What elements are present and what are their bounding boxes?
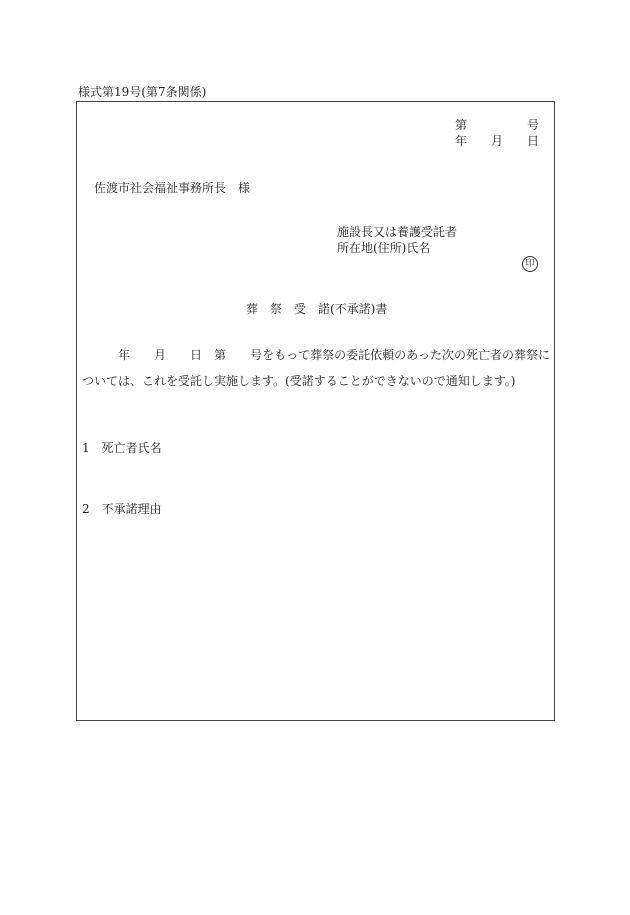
body-line-2: ついては、これを受託し実施します。(受諾することができないので通知します。) xyxy=(82,374,516,388)
sender-address-name: 所在地(住所)氏名 xyxy=(337,241,431,255)
item-refusal-reason xyxy=(82,502,162,516)
body-month: 月 xyxy=(154,348,167,362)
body-line-1-text: 号をもって葬祭の委託依頼のあった次の死亡者の葬祭に xyxy=(250,348,550,362)
body-number-prefix: 第 xyxy=(214,348,227,362)
doc-number-suffix: 号 xyxy=(526,118,539,132)
item-label: 死亡者氏名 xyxy=(101,441,162,455)
date-year: 年 xyxy=(455,134,468,148)
sender-title: 施設長又は養護受託者 xyxy=(337,225,458,239)
form-label: 様式第19号(第7条関係) xyxy=(78,85,207,99)
body-day: 日 xyxy=(190,348,203,362)
item-deceased-name xyxy=(82,441,162,455)
date-line xyxy=(455,134,539,148)
date-month: 月 xyxy=(490,134,503,148)
addressee: 佐渡市社会福祉事務所長 様 xyxy=(94,181,251,195)
document-title: 葬 祭 受 諾(不承諾)書 xyxy=(246,302,388,316)
item-number: 1 xyxy=(82,441,90,455)
body-year: 年 xyxy=(118,348,131,362)
document-number-line xyxy=(455,118,539,132)
body-line-1 xyxy=(82,348,550,362)
doc-number-prefix: 第 xyxy=(455,118,468,132)
item-number: 2 xyxy=(82,502,90,516)
date-day: 日 xyxy=(526,134,539,148)
seal-mark: 印 xyxy=(522,256,538,272)
item-label: 不承諾理由 xyxy=(101,502,162,516)
